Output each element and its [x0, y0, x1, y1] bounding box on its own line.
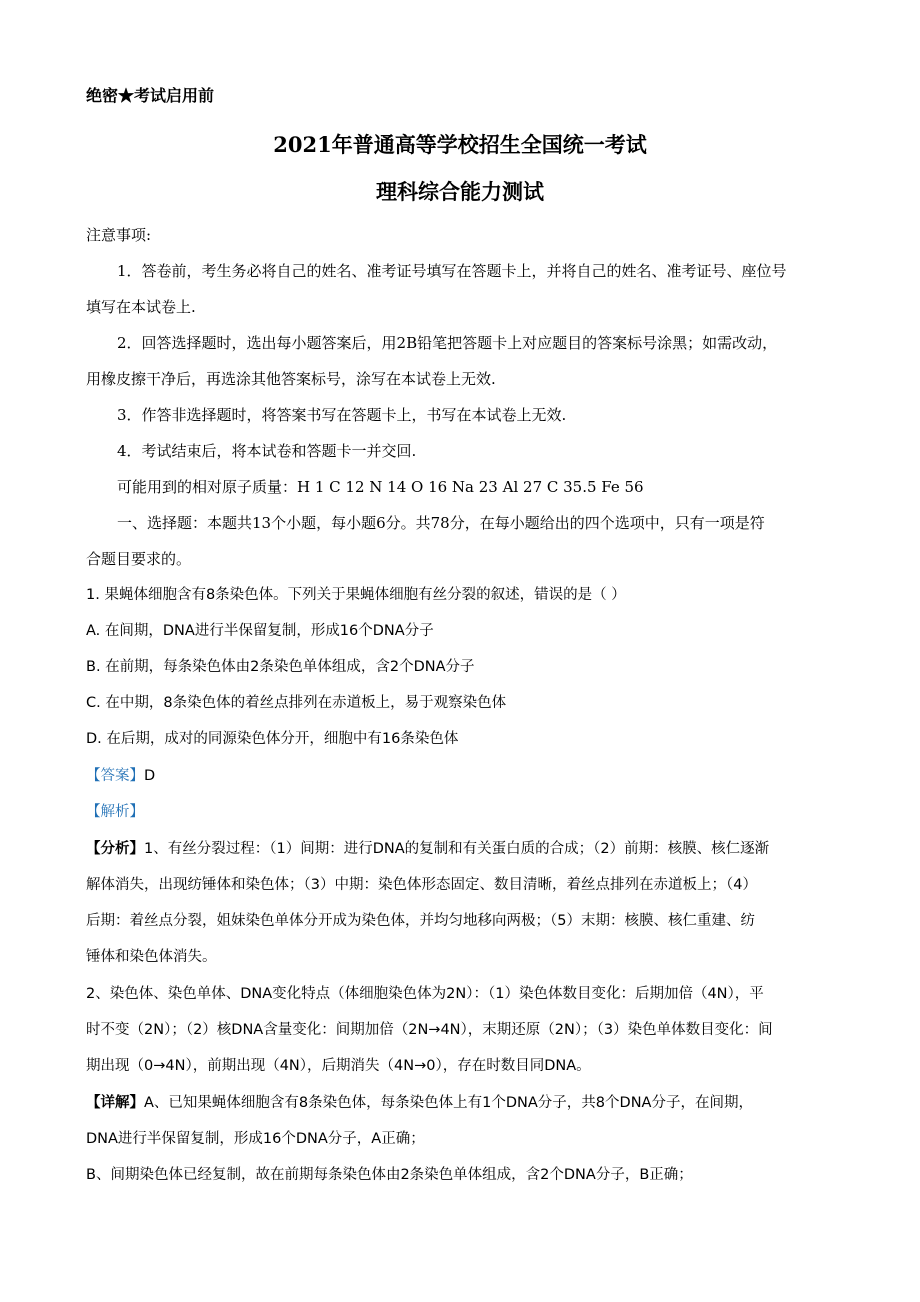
section-intro-line-1: 一、选择题：本题共13个小题，每小题6分。共78分，在每小题给出的四个选项中，只有一项是符 [117, 514, 765, 532]
notice-item-2-line-2: 用橡皮擦干净后，再选涂其他答案标号，涂写在本试卷上无效. [86, 370, 496, 388]
question-1-option-d: D. 在后期，成对的同源染色体分开，细胞中有16条染色体 [86, 731, 459, 747]
point-2-line-3: 期出现（0→4N），前期出现（4N），后期消失（4N→0），存在时数目同DNA。 [86, 1058, 591, 1074]
notice-item-1-line-1: 1．答卷前，考生务必将自己的姓名、准考证号填写在答题卡上，并将自己的姓名、准考证号、座位号 [117, 262, 787, 280]
notice-item-4: 4．考试结束后，将本试卷和答题卡一并交回. [117, 442, 417, 460]
analysis-label: 【解析】 [86, 804, 144, 820]
answer-row [86, 766, 155, 786]
notice-item-2-line-1: 2．回答选择题时，选出每小题答案后，用2B铅笔把答题卡上对应题目的答案标号涂黑；如需改动， [117, 334, 778, 352]
detail-line-3: B、间期染色体已经复制，故在前期每条染色体由2条染色单体组成，含2个DNA分子，B正确； [86, 1167, 693, 1183]
question-1-stem: 1. 果蝇体细胞含有8条染色体。下列关于果蝇体细胞有丝分裂的叙述，错误的是（ ） [86, 587, 626, 603]
fenxi-line-3: 后期：着丝点分裂，姐妹染色单体分开成为染色体，并均匀地移向两极；（5）末期：核膜、核仁重建、纺 [86, 913, 755, 929]
detail-label: 【详解】 [86, 1095, 144, 1111]
detail-line-1 [86, 1093, 753, 1113]
fenxi-text-1: 1、有丝分裂过程：（1）间期：进行DNA的复制和有关蛋白质的合成；（2）前期：核膜、核仁逐渐 [144, 841, 770, 857]
notice-item-3: 3．作答非选择题时，将答案书写在答题卡上，书写在本试卷上无效. [117, 406, 567, 424]
fenxi-line-4: 锤体和染色体消失。 [86, 949, 217, 965]
detail-line-2: DNA进行半保留复制，形成16个DNA分子，A正确； [86, 1131, 425, 1147]
answer-label: 【答案】 [86, 768, 144, 784]
question-1-option-a: A. 在间期，DNA进行半保留复制，形成16个DNA分子 [86, 623, 434, 639]
exam-subtitle: 理科综合能力测试 [376, 179, 544, 204]
exam-title: 2021年普通高等学校招生全国统一考试 [273, 132, 647, 157]
fenxi-label: 【分析】 [86, 841, 144, 857]
fenxi-line-2: 解体消失，出现纺锤体和染色体；（3）中期：染色体形态固定、数目清晰，着丝点排列在赤道板上；（4） [86, 877, 757, 893]
detail-text-1: A、已知果蝇体细胞含有8条染色体，每条染色体上有1个DNA分子，共8个DNA分子，在间期， [144, 1095, 753, 1111]
fenxi-line-1 [86, 839, 769, 859]
point-2-line-1: 2、染色体、染色单体、DNA变化特点（体细胞染色体为2N）：（1）染色体数目变化：后期加倍（4N），平 [86, 986, 764, 1002]
answer-value: D [144, 768, 156, 784]
notice-heading: 注意事项: [86, 226, 152, 244]
question-1-option-b: B. 在前期，每条染色体由2条染色单体组成，含2个DNA分子 [86, 659, 475, 675]
notice-item-1-line-2: 填写在本试卷上. [86, 298, 196, 316]
section-intro-line-2: 合题目要求的。 [86, 550, 192, 568]
question-1-option-c: C. 在中期，8条染色体的着丝点排列在赤道板上，易于观察染色体 [86, 695, 507, 711]
confidential-label: 绝密★考试启用前 [86, 86, 215, 105]
atomic-masses: 可能用到的相对原子质量：H 1 C 12 N 14 O 16 Na 23 Al 27 C 35.5 Fe 56 [117, 478, 644, 496]
point-2-line-2: 时不变（2N）；（2）核DNA含量变化：间期加倍（2N→4N），末期还原（2N）；（3）染色单体数目变化：间 [86, 1022, 773, 1038]
